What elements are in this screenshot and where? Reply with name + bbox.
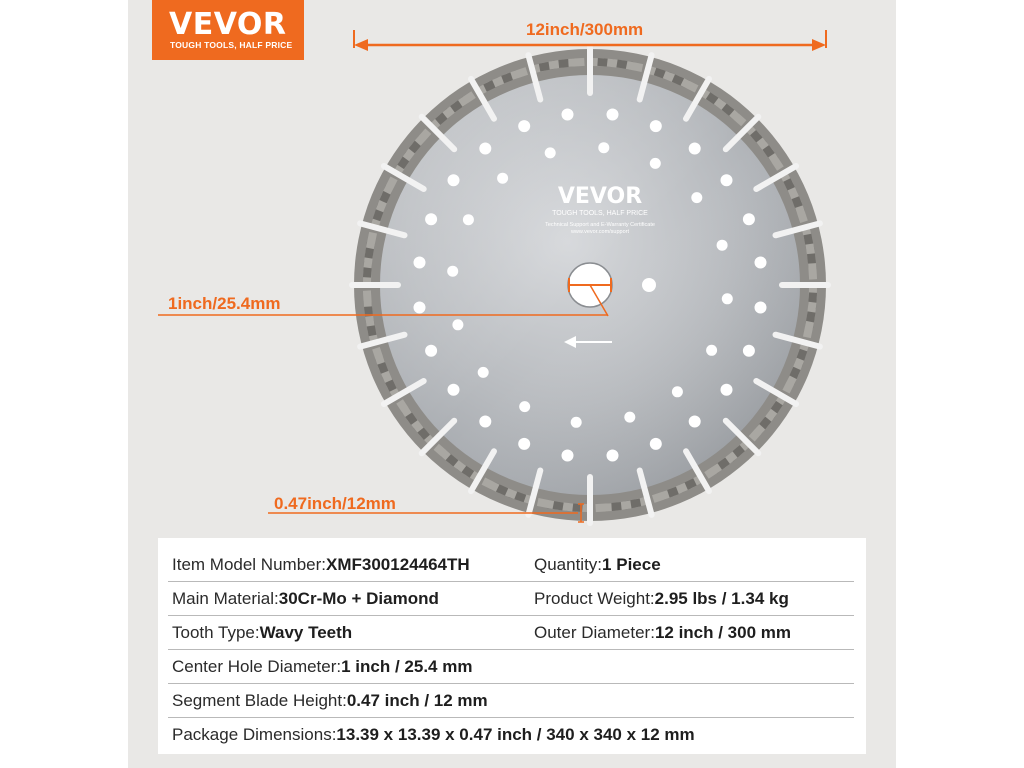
center-hole-label: 1inch/25.4mm [168, 294, 281, 313]
spec-row [168, 582, 854, 616]
inner-hole [598, 142, 609, 153]
cooling-hole [650, 120, 662, 132]
spec-model-number: Item Model Number: XMF300124464TH [172, 554, 470, 574]
cooling-hole [607, 450, 619, 462]
spec-row [168, 548, 854, 582]
inner-hole [624, 412, 635, 423]
inner-hole [691, 192, 702, 203]
spec-table [158, 538, 866, 754]
cooling-hole [518, 120, 530, 132]
spec-package-dimensions: Package Dimensions: 13.39 x 13.39 x 0.47 inch / 340 x 340 x 12 mm [172, 725, 695, 744]
inner-hole [447, 266, 458, 277]
product-infographic [128, 0, 896, 768]
blade-brand: VEVOR [557, 184, 643, 209]
segment-tooth [568, 58, 584, 67]
inner-hole [545, 147, 556, 158]
cooling-hole [448, 384, 460, 396]
cooling-hole [721, 384, 733, 396]
spec-row [168, 718, 854, 752]
blade-tagline: TOUGH TOOLS, HALF PRICE [552, 210, 648, 217]
inner-hole [519, 401, 530, 412]
cooling-hole [755, 302, 767, 314]
cooling-hole [425, 213, 437, 225]
cooling-hole [425, 345, 437, 357]
inner-hole [463, 214, 474, 225]
cooling-hole [414, 302, 426, 314]
blade-support-url: www.vevor.com/support [570, 229, 630, 235]
spec-row [168, 650, 854, 684]
pin-hole [642, 278, 656, 292]
inner-hole [571, 417, 582, 428]
cooling-hole [562, 450, 574, 462]
cooling-hole [518, 438, 530, 450]
outer-diameter-label: 12inch/300mm [526, 20, 644, 39]
spec-center-hole-diameter: Center Hole Diameter: 1 inch / 25.4 mm [172, 656, 473, 676]
spec-row [168, 684, 854, 718]
segment-tooth [595, 503, 611, 512]
blade-support-text: Technical Support and E-Warranty Certificate [545, 222, 655, 228]
cooling-hole [755, 257, 767, 269]
spec-main-material: Main Material: 30Cr-Mo + Diamond [172, 588, 439, 608]
logo-brand: VEVOR [169, 7, 287, 42]
inner-hole [452, 319, 463, 330]
spec-product-weight: Product Weight: 2.95 lbs / 1.34 kg [534, 588, 789, 608]
saw-blade-illustration [128, 0, 896, 540]
segment-height-label: 0.47inch/12mm [274, 494, 396, 513]
logo-tagline: TOUGH TOOLS, HALF PRICE [170, 40, 293, 50]
spec-row [168, 616, 854, 650]
spec-quantity: Quantity: 1 Piece [534, 554, 661, 574]
cooling-hole [479, 143, 491, 155]
spec-tooth-type: Tooth Type: Wavy Teeth [172, 622, 353, 642]
segment-tooth [808, 263, 817, 279]
segment-tooth [363, 290, 372, 306]
spec-segment-blade-height: Segment Blade Height: 0.47 inch / 12 mm [172, 690, 488, 710]
cooling-hole [448, 174, 460, 186]
inner-hole [650, 158, 661, 169]
inner-hole [722, 293, 733, 304]
cooling-hole [743, 345, 755, 357]
cooling-hole [689, 143, 701, 155]
cooling-hole [479, 416, 491, 428]
cooling-hole [414, 257, 426, 269]
spec-outer-diameter: Outer Diameter: 12 inch / 300 mm [534, 622, 792, 642]
cooling-hole [721, 174, 733, 186]
cooling-hole [607, 109, 619, 121]
inner-hole [672, 386, 683, 397]
inner-hole [478, 367, 489, 378]
cooling-hole [689, 416, 701, 428]
inner-hole [497, 173, 508, 184]
cooling-hole [650, 438, 662, 450]
cooling-hole [743, 213, 755, 225]
inner-hole [706, 345, 717, 356]
cooling-hole [562, 109, 574, 121]
inner-hole [717, 240, 728, 251]
